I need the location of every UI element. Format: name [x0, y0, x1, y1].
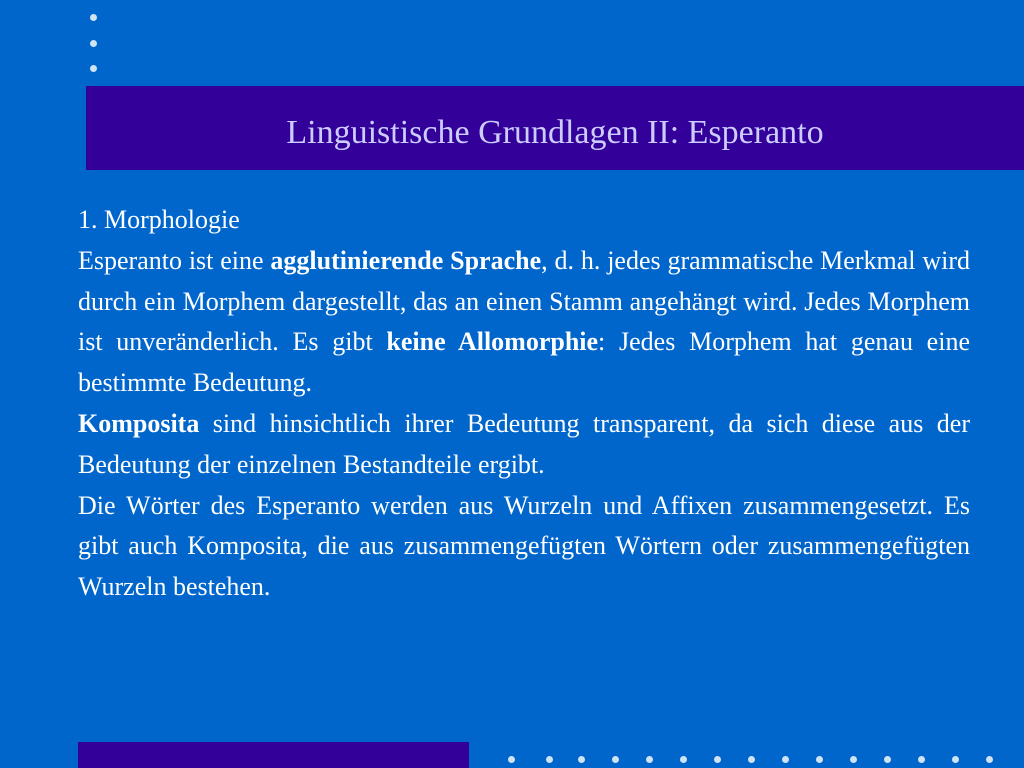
bottom-bar — [78, 742, 469, 768]
bold-term: agglutinierende Sprache — [270, 245, 542, 275]
bold-term: keine Allomorphie — [386, 327, 599, 357]
decorative-dot — [90, 40, 97, 47]
decorative-dot — [546, 756, 553, 763]
paragraph-komposita — [78, 404, 970, 486]
decorative-dot — [782, 756, 789, 763]
text-run: Esperanto ist eine — [78, 245, 271, 275]
decorative-dot — [90, 65, 97, 72]
decorative-dot — [90, 14, 97, 21]
slide-body — [78, 200, 970, 608]
text-run: sind hinsichtlich ihrer Bedeutung transparent, da sich diese aus der Bedeutung der einzelnen Bestandteile ergibt. — [78, 408, 970, 479]
decorative-dot — [918, 756, 925, 763]
decorative-dot — [612, 756, 619, 763]
decorative-dot — [646, 756, 653, 763]
paragraph-words: Die Wörter des Esperanto werden aus Wurzeln und Affixen zusammengesetzt. Es gibt auch Komposita, die aus zusammengefügten Wörtern oder zusammengefügten Wurzeln bestehen. — [78, 490, 970, 602]
section-heading: 1. Morphologie — [78, 205, 240, 234]
decorative-dot — [952, 756, 959, 763]
decorative-dot — [748, 756, 755, 763]
decorative-dot — [508, 756, 515, 763]
paragraph-morphology — [78, 241, 970, 404]
decorative-dot — [816, 756, 823, 763]
bold-term: Komposita — [78, 408, 200, 438]
decorative-dot — [884, 756, 891, 763]
text-run: : Jedes Morphem hat genau eine bestimmte Bedeutung. — [78, 327, 970, 398]
decorative-dot — [680, 756, 687, 763]
decorative-dot — [986, 756, 993, 763]
text-run: , d. h. jedes grammatische Merkmal wird durch ein Morphem dargestellt, das an einen Stamm angehängt wird. Jedes Morphem ist unveränderlich. Es gibt — [78, 245, 970, 357]
decorative-dot — [714, 756, 721, 763]
decorative-dot — [578, 756, 585, 763]
slide-title: Linguistische Grundlagen II: Esperanto — [286, 114, 824, 151]
decorative-dot — [850, 756, 857, 763]
title-bar — [86, 86, 1024, 170]
